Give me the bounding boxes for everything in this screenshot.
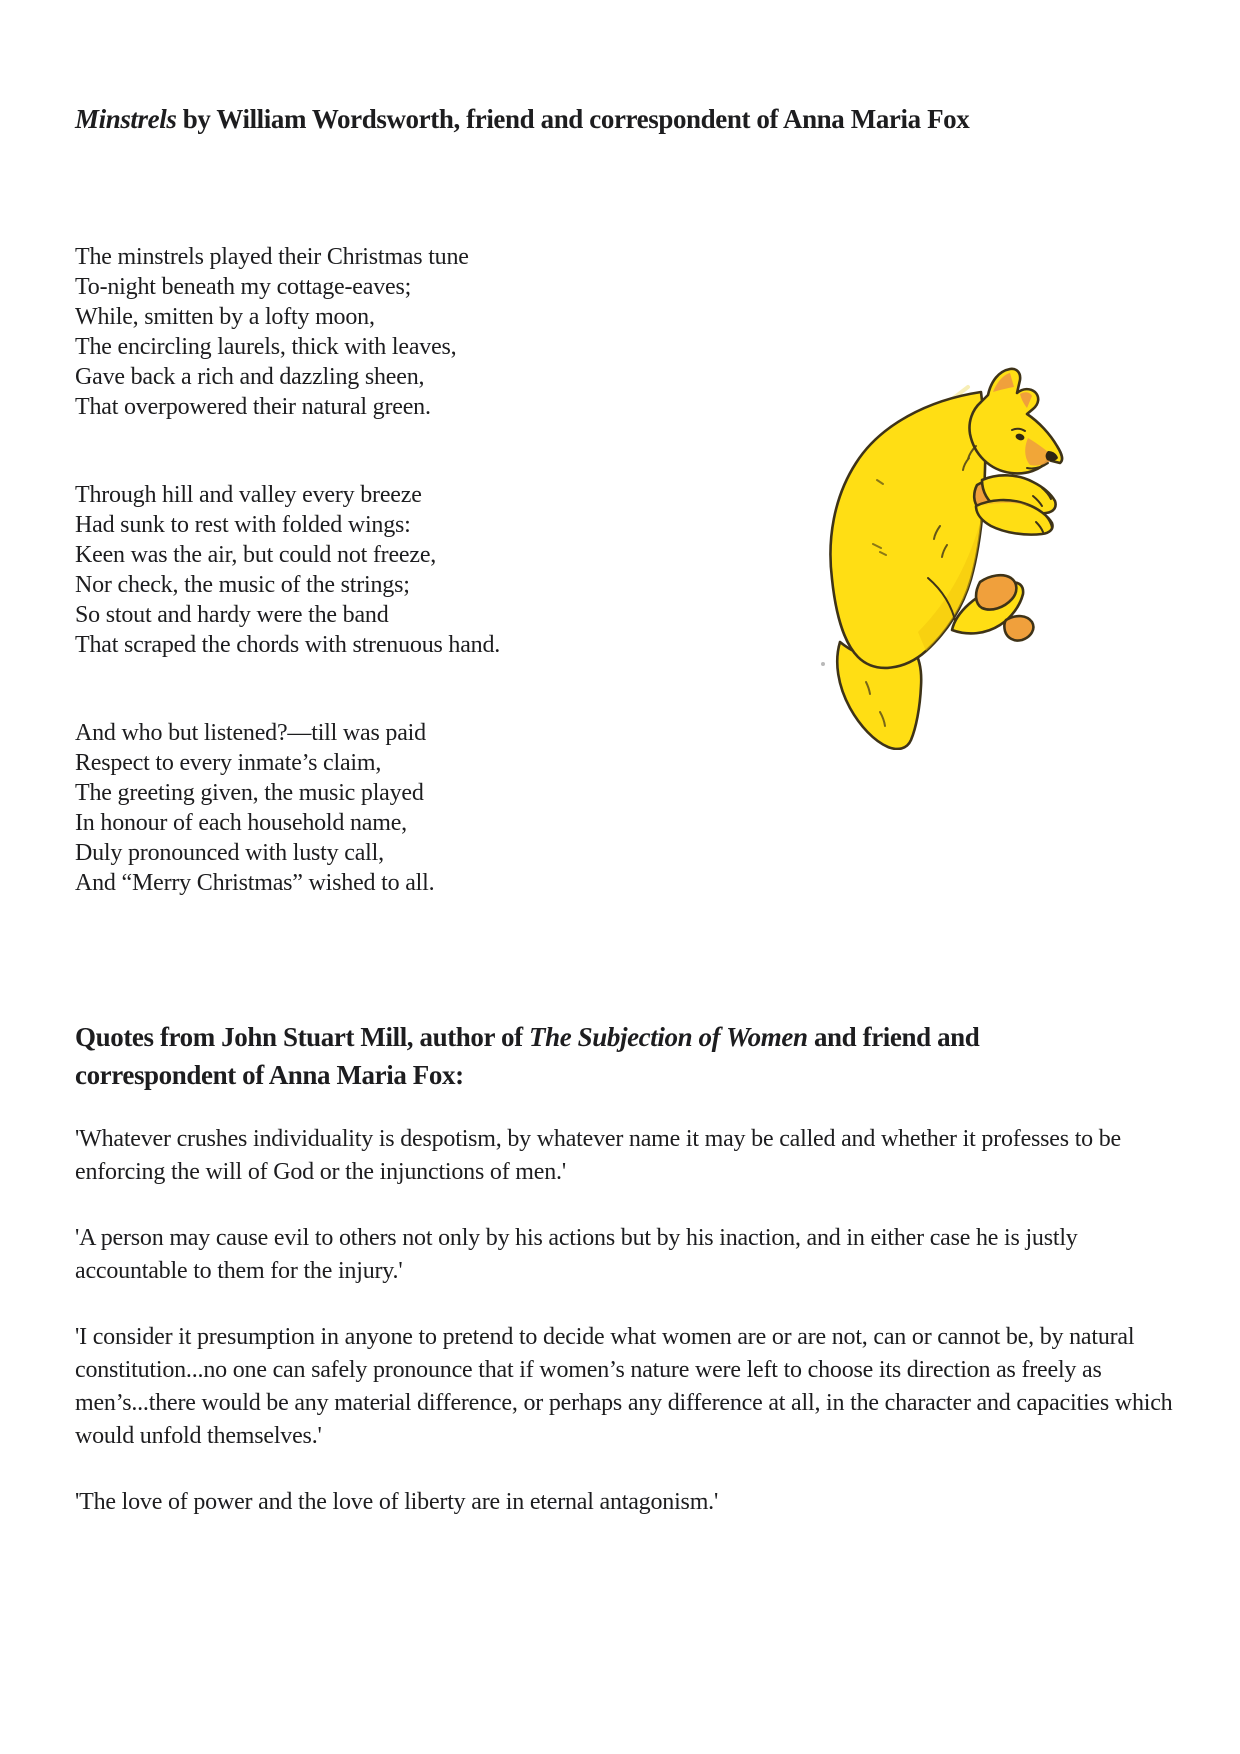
poem-line: So stout and hardy were the band [75,602,389,628]
poem-line: Gave back a rich and dazzling sheen, [75,364,425,390]
fox-illustration-svg [730,330,1080,750]
poem-stanza-2 [75,480,715,660]
poem-title-italic: Minstrels [75,104,177,134]
poem-line: Had sunk to rest with folded wings: [75,512,411,538]
quote-4: 'The love of power and the love of liberty are in eternal antagonism.' [75,1489,719,1515]
paint-speck [821,662,825,666]
page-title [75,100,1075,138]
quote-2: 'A person may cause evil to others not only by his actions but by his inaction, and in either case he is justly accountable to them for the injury.' [75,1225,1078,1284]
poem-line: That scraped the chords with strenuous hand. [75,632,501,658]
quotes-heading-suffix: and friend and correspondent of Anna Maria Fox: [75,1022,980,1090]
quote-3: 'I consider it presumption in anyone to pretend to decide what women are or are not, can or cannot be, by natural constitution...no one can safely pronounce that if women’s nature were left to choose its direction as freely as men’s...there would be any material difference, or perhaps any difference at all, in the character and capacities which would unfold themselves.' [75,1324,1173,1449]
poem-line: To-night beneath my cottage-eaves; [75,274,412,300]
poem-line: Respect to every inmate’s claim, [75,750,382,776]
poem-line: Keen was the air, but could not freeze, [75,542,437,568]
quotes-heading-prefix: Quotes from John Stuart Mill, author of [75,1022,530,1052]
poem-stanza-3 [75,718,715,898]
page-title-rest: by William Wordsworth, friend and correspondent of Anna Maria Fox [176,104,970,134]
fox-illustration [730,330,1080,750]
poem [75,242,715,898]
poem-line: In honour of each household name, [75,810,407,836]
poem-line: Nor check, the music of the strings; [75,572,410,598]
poem-line: The greeting given, the music played [75,780,424,806]
poem-line: That overpowered their natural green. [75,394,431,420]
poem-stanza-1 [75,242,715,422]
poem-line: And “Merry Christmas” wished to all. [75,870,435,896]
poem-line: While, smitten by a lofty moon, [75,304,375,330]
quote-1: 'Whatever crushes individuality is despotism, by whatever name it may be called and whether it professes to be enforcing the will of God or the injunctions of men.' [75,1126,1122,1185]
quotes-heading [75,1018,1095,1094]
poem-line: Through hill and valley every breeze [75,482,422,508]
quotes-section [75,1123,1187,1519]
poem-line: The encircling laurels, thick with leaves, [75,334,457,360]
poem-line: Duly pronounced with lusty call, [75,840,384,866]
poem-line: And who but listened?—till was paid [75,720,426,746]
poem-line: The minstrels played their Christmas tune [75,244,469,270]
book-title-italic: The Subjection of Women [529,1022,808,1052]
fox-hind-paw-lower [1004,616,1033,640]
